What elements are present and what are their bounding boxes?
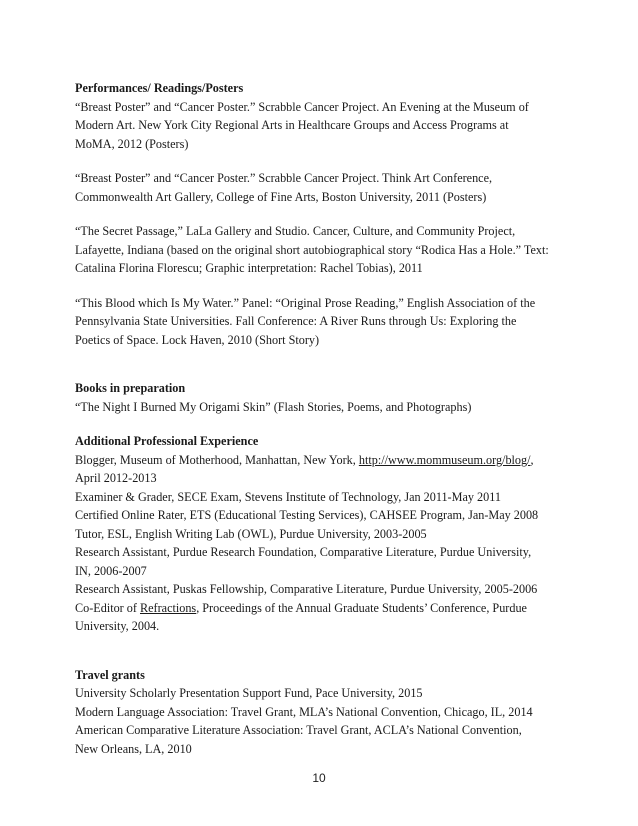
experience-line	[75, 599, 575, 618]
entry-line: Commonwealth Art Gallery, College of Fine Arts, Boston University, 2011 (Posters)	[75, 189, 487, 204]
books-entry: “The Night I Burned My Origami Skin” (Flash Stories, Poems, and Photographs)	[75, 399, 472, 414]
experience-line: Research Assistant, Purdue Research Foundation, Comparative Literature, Purdue University,	[75, 545, 532, 559]
blogger-suffix: ,	[530, 452, 534, 467]
experience-line: Research Assistant, Puskas Fellowship, Comparative Literature, Purdue University, 2005-2006	[75, 582, 538, 596]
performance-entry	[75, 169, 575, 206]
performance-entry	[75, 294, 575, 350]
travel-line: Modern Language Association: Travel Grant, MLA’s National Convention, Chicago, IL, 2014	[75, 704, 533, 719]
blog-link[interactable]: http://www.mommuseum.org/blog/	[358, 452, 531, 467]
entry-line: “The Secret Passage,” LaLa Gallery and Studio. Cancer, Culture, and Community Project,	[75, 224, 516, 238]
entry-line: MoMA, 2012 (Posters)	[75, 136, 189, 151]
travel-line: American Comparative Literature Association: Travel Grant, ACLA’s National Convention,	[75, 723, 522, 737]
performances-section	[75, 79, 575, 349]
experience-line: University, 2004.	[75, 619, 160, 633]
travel-line: University Scholarly Presentation Support Fund, Pace University, 2015	[75, 686, 423, 700]
blogger-text: Blogger, Museum of Motherhood, Manhattan, New York,	[75, 452, 359, 467]
performance-entry	[75, 98, 575, 154]
experience-section	[75, 432, 575, 636]
coeditor-suffix: , Proceedings of the Annual Graduate Students’ Conference, Purdue	[196, 600, 527, 615]
experience-line: Certified Online Rater, ETS (Educational Testing Services), CAHSEE Program, Jan-May 2008	[75, 508, 539, 522]
performances-heading: Performances/ Readings/Posters	[75, 81, 244, 95]
entry-line: Poetics of Space. Lock Haven, 2010 (Short Story)	[75, 332, 320, 347]
entry-line: Catalina Florina Florescu; Graphic interpretation: Rachel Tobias), 2011	[75, 261, 423, 275]
experience-line	[75, 451, 575, 470]
page-number: 10	[312, 771, 326, 785]
entry-line: “Breast Poster” and “Cancer Poster.” Scrabble Cancer Project. Think Art Conference,	[75, 171, 493, 185]
entry-line: Pennsylvania State Universities. Fall Conference: A River Runs through Us: Exploring the	[75, 314, 517, 328]
books-heading: Books in preparation	[75, 381, 186, 395]
entry-line: Lafayette, Indiana (based on the original short autobiographical story “Rodica Has a Hole.” Text:	[75, 242, 549, 257]
experience-line: April 2012-2013	[75, 471, 157, 485]
experience-line: Tutor, ESL, English Writing Lab (OWL), Purdue University, 2003-2005	[75, 526, 427, 541]
page-content	[75, 79, 575, 758]
travel-line: New Orleans, LA, 2010	[75, 741, 192, 756]
section-spacer	[75, 349, 575, 379]
entry-line: “Breast Poster” and “Cancer Poster.” Scrabble Cancer Project. An Evening at the Museum of	[75, 99, 529, 114]
coeditor-text: Co-Editor of	[75, 600, 140, 615]
travel-heading: Travel grants	[75, 667, 145, 682]
experience-heading: Additional Professional Experience	[75, 434, 259, 448]
section-spacer	[75, 636, 575, 666]
entry-line: Modern Art. New York City Regional Arts in Healthcare Groups and Access Programs at	[75, 118, 509, 132]
entry-line: “This Blood which Is My Water.” Panel: “Original Prose Reading,” English Association of the	[75, 295, 536, 310]
experience-line: IN, 2006-2007	[75, 563, 147, 578]
journal-title: Refractions	[140, 600, 197, 615]
books-section	[75, 379, 575, 416]
performance-entry	[75, 222, 575, 278]
experience-line: Examiner & Grader, SECE Exam, Stevens Institute of Technology, Jan 2011-May 2011	[75, 489, 501, 504]
travel-section	[75, 666, 575, 759]
section-spacer	[75, 416, 575, 432]
